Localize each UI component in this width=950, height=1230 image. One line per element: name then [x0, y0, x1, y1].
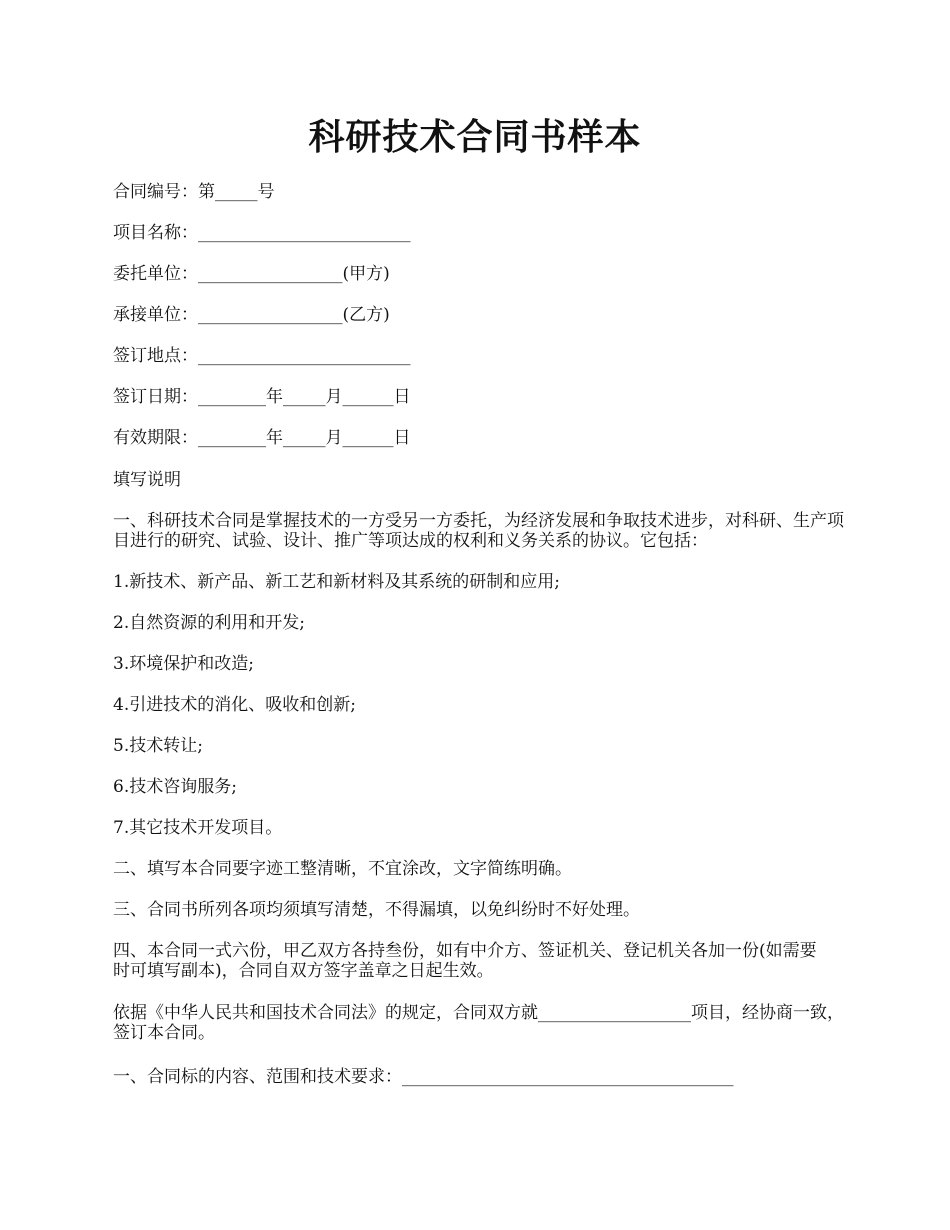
- instruction-rule-3: 三、合同书所列各项均须填写清楚，不得漏填，以免纠纷时不好处理。: [113, 900, 640, 920]
- signing-date-field: 签订日期：________年_____月______日: [113, 387, 411, 407]
- contract-number-field: 合同编号：第_____号: [113, 182, 275, 202]
- instructions-heading: 填写说明: [113, 470, 181, 490]
- list-item: 3.环境保护和改造;: [113, 654, 254, 674]
- list-item: 1.新技术、新产品、新工艺和新材料及其系统的研制和应用;: [113, 572, 560, 592]
- signing-place-field: 签订地点：_________________________: [113, 346, 411, 366]
- instruction-rule-4: 四、本合同一式六份，甲乙双方各持叁份，如有中介方、签证机关、登记机关各加一份(如需要时可填写副本)，合同自双方签字盖章之日起生效。: [113, 941, 817, 981]
- list-item: 6.技术咨询服务;: [113, 777, 237, 797]
- client-field: 委托单位：_________________(甲方): [113, 264, 390, 284]
- contractor-field: 承接单位：_________________(乙方): [113, 305, 390, 325]
- validity-period-field: 有效期限：________年_____月______日: [113, 428, 411, 448]
- list-item: 5.技术转让;: [113, 736, 203, 756]
- project-name-field: 项目名称：_________________________: [113, 223, 411, 243]
- list-item: 4.引进技术的消化、吸收和创新;: [113, 695, 356, 715]
- list-item: 7.其它技术开发项目。: [113, 818, 283, 838]
- document-title: 科研技术合同书样本: [308, 116, 642, 158]
- clause-1: 一、合同标的内容、范围和技术要求：_______________________________________: [113, 1067, 734, 1087]
- instruction-rule-2: 二、填写本合同要字迹工整清晰，不宜涂改，文字简练明确。: [113, 859, 572, 879]
- list-item: 2.自然资源的利用和开发;: [113, 613, 305, 633]
- instructions-intro: 一、科研技术合同是掌握技术的一方受另一方委托，为经济发展和争取技术进步，对科研、生产项目进行的研究、试验、设计、推广等项达成的权利和义务关系的协议。它包括：: [113, 511, 844, 551]
- contract-preamble: 依据《中华人民共和国技术合同法》的规定，合同双方就__________________项目，经协商一致，签订本合同。: [113, 1003, 844, 1043]
